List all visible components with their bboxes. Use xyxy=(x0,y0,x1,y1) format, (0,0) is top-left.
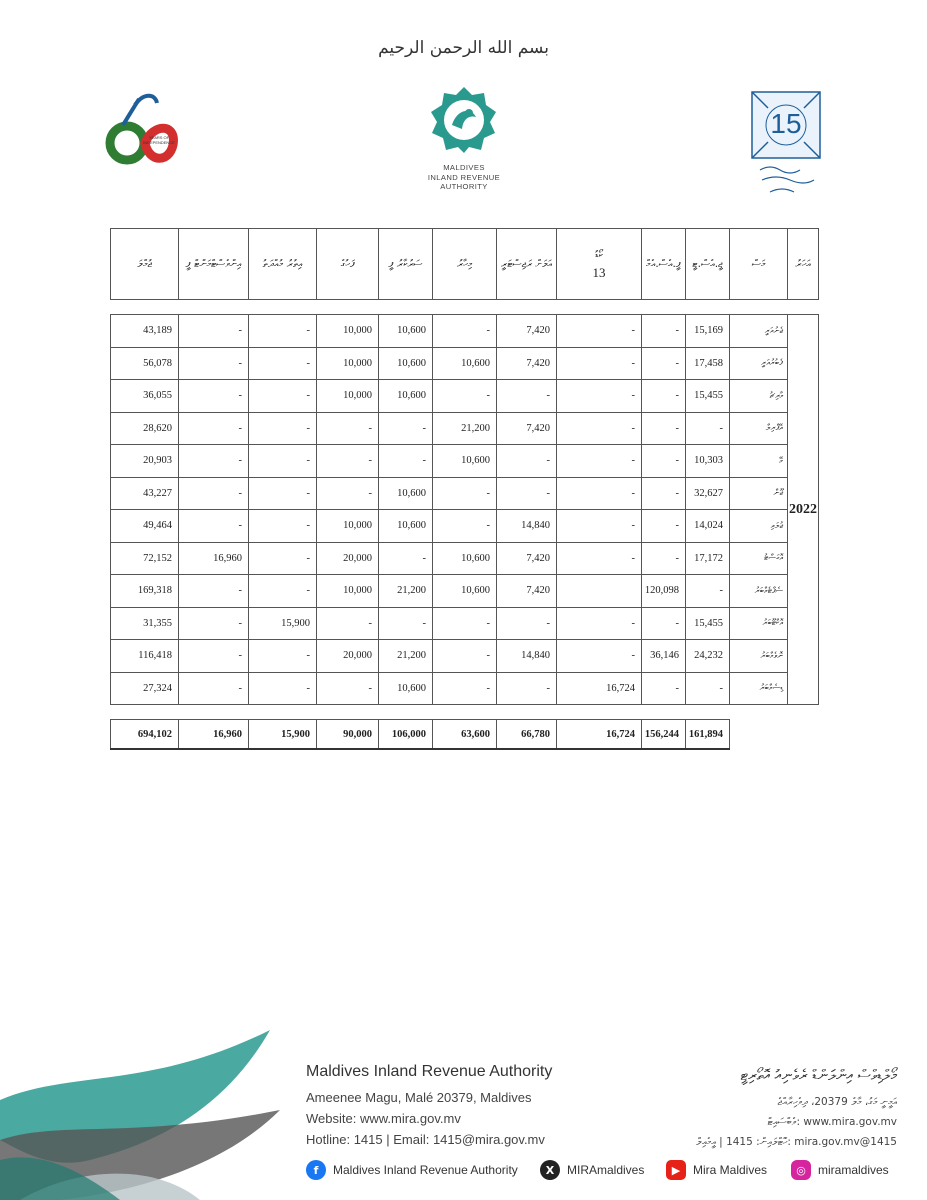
cell-c8: - xyxy=(249,542,317,575)
cell-c7: - xyxy=(317,477,379,510)
cell-c3: - xyxy=(557,380,642,413)
cell-c6: 21,200 xyxy=(379,640,433,673)
cell-month: ނޮވެމްބަރު xyxy=(730,640,788,673)
cell-c9: - xyxy=(179,607,249,640)
social-x-label: MIRAmaldives xyxy=(567,1163,645,1177)
total-c4: 66,780 xyxy=(497,720,557,750)
cell-c2: - xyxy=(642,315,686,348)
cell-c7: 10,000 xyxy=(317,315,379,348)
table-row xyxy=(111,510,819,543)
cell-c9: - xyxy=(179,640,249,673)
cell-c4: - xyxy=(497,445,557,478)
cell-c9: - xyxy=(179,380,249,413)
cell-c9: - xyxy=(179,477,249,510)
cell-c8: - xyxy=(249,640,317,673)
header-spacer-row xyxy=(111,300,819,315)
cell-c5: - xyxy=(433,672,497,705)
cell-c4: - xyxy=(497,477,557,510)
footer-org-name-dv: މޯލްޑިވްސް އިންލަންޑް ރެވެނިއު އޮތޯރިޓީ xyxy=(740,1066,897,1084)
footer-org-name-en: Maldives Inland Revenue Authority xyxy=(306,1063,553,1080)
cell-c2: - xyxy=(642,542,686,575)
total-c9: 16,960 xyxy=(179,720,249,750)
cell-c5: 21,200 xyxy=(433,412,497,445)
footer-hotline-dv[interactable]: 1415@mira.gov.mv :ހޮޓްލައިން: 1415 | އީމެއިލް xyxy=(695,1136,897,1148)
footer-address-dv: އަމީނީ މަގު، މާލެ 20379، ދިވެހިރާއްޖެ xyxy=(777,1096,897,1108)
cell-c3: - xyxy=(557,347,642,380)
cell-c3: - xyxy=(557,412,642,445)
header-c7: ފަހުގެ xyxy=(317,229,379,300)
youtube-icon: ▶ xyxy=(666,1160,686,1180)
cell-c8: - xyxy=(249,510,317,543)
table-row xyxy=(111,640,819,673)
cell-c1: 17,172 xyxy=(686,542,730,575)
cell-c2: 36,146 xyxy=(642,640,686,673)
table-row xyxy=(111,445,819,478)
cell-c5: - xyxy=(433,640,497,673)
cell-c10: 43,189 xyxy=(111,315,179,348)
table-row xyxy=(111,477,819,510)
cell-c2: - xyxy=(642,672,686,705)
revenue-table xyxy=(110,228,819,750)
cell-c3: - xyxy=(557,640,642,673)
total-c5: 63,600 xyxy=(433,720,497,750)
cell-c7: 10,000 xyxy=(317,347,379,380)
cell-c9: - xyxy=(179,347,249,380)
footer-wave-decoration xyxy=(0,1030,300,1200)
cell-c6: 10,600 xyxy=(379,315,433,348)
table-header-row xyxy=(111,229,819,300)
cell-c3: - xyxy=(557,510,642,543)
cell-c1: 15,169 xyxy=(686,315,730,348)
cell-c7: - xyxy=(317,672,379,705)
header-c6: ސަރުކާރު ފީ xyxy=(379,229,433,300)
logo-15-number: 15 xyxy=(770,108,802,139)
x-icon: X xyxy=(540,1160,560,1180)
cell-c8: - xyxy=(249,477,317,510)
cell-c1: 14,024 xyxy=(686,510,730,543)
cell-c10: 43,227 xyxy=(111,477,179,510)
cell-c10: 20,903 xyxy=(111,445,179,478)
cell-c2: - xyxy=(642,347,686,380)
cell-c4: 7,420 xyxy=(497,347,557,380)
cell-c2: - xyxy=(642,607,686,640)
cell-c5: 10,600 xyxy=(433,347,497,380)
cell-c4: 7,420 xyxy=(497,542,557,575)
cell-c2: - xyxy=(642,477,686,510)
cell-c3: - xyxy=(557,477,642,510)
cell-month: ޖެނުއަރީ xyxy=(730,315,788,348)
header-c3 xyxy=(557,229,642,300)
footer-website-en[interactable]: Website: www.mira.gov.mv xyxy=(306,1111,461,1126)
cell-c1: 10,303 xyxy=(686,445,730,478)
cell-c1: - xyxy=(686,575,730,608)
cell-c9: - xyxy=(179,445,249,478)
cell-month: ސެޕްޓެމްބަރު xyxy=(730,575,788,608)
cell-c8: 15,900 xyxy=(249,607,317,640)
cell-c4: - xyxy=(497,672,557,705)
cell-c4: 14,840 xyxy=(497,510,557,543)
cell-c3: 16,724 xyxy=(557,672,642,705)
cell-c9: 16,960 xyxy=(179,542,249,575)
total-c6: 106,000 xyxy=(379,720,433,750)
cell-c5: - xyxy=(433,510,497,543)
footer-hotline-en[interactable]: Hotline: 1415 | Email: 1415@mira.gov.mv xyxy=(306,1132,545,1147)
cell-c10: 116,418 xyxy=(111,640,179,673)
cell-c4: 7,420 xyxy=(497,315,557,348)
cell-c1: 17,458 xyxy=(686,347,730,380)
cell-c3: - xyxy=(557,315,642,348)
mira-15-years-logo xyxy=(750,90,822,202)
cell-c5: 10,600 xyxy=(433,575,497,608)
cell-c2: 120,098 xyxy=(642,575,686,608)
mira-emblem-icon xyxy=(429,85,499,155)
cell-c10: 56,078 xyxy=(111,347,179,380)
cell-c8: - xyxy=(249,575,317,608)
cell-c10: 169,318 xyxy=(111,575,179,608)
header-c8: އިތުރު މުއްދަތު xyxy=(249,229,317,300)
cell-month: ޑިސެމްބަރު xyxy=(730,672,788,705)
cell-c1: - xyxy=(686,672,730,705)
cell-c1: - xyxy=(686,412,730,445)
cell-c6: 10,600 xyxy=(379,380,433,413)
cell-c6: - xyxy=(379,412,433,445)
cell-c5: 10,600 xyxy=(433,542,497,575)
cell-c10: 31,355 xyxy=(111,607,179,640)
cell-c6: 10,600 xyxy=(379,672,433,705)
cell-month: ފެބުރުއަރީ xyxy=(730,347,788,380)
total-row xyxy=(111,720,819,750)
cell-c3 xyxy=(557,575,642,608)
cell-c1: 15,455 xyxy=(686,607,730,640)
cell-c5: 10,600 xyxy=(433,445,497,478)
cell-c6: - xyxy=(379,445,433,478)
header-c5: މިހާރު xyxy=(433,229,497,300)
cell-c5: - xyxy=(433,607,497,640)
cell-c1: 15,455 xyxy=(686,380,730,413)
footer-socials xyxy=(306,1158,906,1184)
cell-c9: - xyxy=(179,672,249,705)
total-c1: 161,894 xyxy=(686,720,730,750)
cell-c10: 49,464 xyxy=(111,510,179,543)
cell-c10: 28,620 xyxy=(111,412,179,445)
footer-address-en: Ameenee Magu, Malé 20379, Maldives xyxy=(306,1090,532,1105)
cell-c7: 10,000 xyxy=(317,380,379,413)
cell-c10: 72,152 xyxy=(111,542,179,575)
total-c7: 90,000 xyxy=(317,720,379,750)
cell-month: ޖޫން xyxy=(730,477,788,510)
mira-logo-line3: AUTHORITY xyxy=(440,182,488,191)
cell-month: އޮކްޓޫބަރު xyxy=(730,607,788,640)
cell-c6: - xyxy=(379,607,433,640)
cell-month: އޭޕްރިލް xyxy=(730,412,788,445)
cell-c1: 32,627 xyxy=(686,477,730,510)
cell-c1: 24,232 xyxy=(686,640,730,673)
mira-logo xyxy=(418,85,510,190)
table-row xyxy=(111,315,819,348)
cell-month: ޖުލައި xyxy=(730,510,788,543)
cell-c9: - xyxy=(179,510,249,543)
cell-c4: - xyxy=(497,607,557,640)
cell-c9: - xyxy=(179,315,249,348)
header-c9: އިންވެސްޓްމަންޓް ފީ xyxy=(179,229,249,300)
cell-c4: 7,420 xyxy=(497,412,557,445)
social-facebook-label: Maldives Inland Revenue Authority xyxy=(333,1163,518,1177)
independence-60-logo xyxy=(105,85,185,190)
cell-c10: 27,324 xyxy=(111,672,179,705)
cell-c8: - xyxy=(249,445,317,478)
cell-c7: - xyxy=(317,445,379,478)
cell-c3: - xyxy=(557,542,642,575)
table-row xyxy=(111,347,819,380)
cell-c9: - xyxy=(179,575,249,608)
cell-c4: 14,840 xyxy=(497,640,557,673)
cell-c10: 36,055 xyxy=(111,380,179,413)
social-youtube[interactable] xyxy=(666,1158,767,1182)
cell-c7: 20,000 xyxy=(317,542,379,575)
total-c8: 15,900 xyxy=(249,720,317,750)
cell-c7: - xyxy=(317,412,379,445)
cell-c2: - xyxy=(642,380,686,413)
header-c1: ޖީ.އެސް.ޓީ xyxy=(686,229,730,300)
cell-c9: - xyxy=(179,412,249,445)
cell-c7: 20,000 xyxy=(317,640,379,673)
header-c3-sub: 13 xyxy=(592,265,606,280)
total-spacer-row xyxy=(111,705,819,720)
table-row xyxy=(111,575,819,608)
cell-c8: - xyxy=(249,412,317,445)
cell-c8: - xyxy=(249,672,317,705)
header-c4: އަލަށް ރަޖިސްޓަރީ xyxy=(497,229,557,300)
cell-c5: - xyxy=(433,315,497,348)
cell-c6: 10,600 xyxy=(379,510,433,543)
footer-contact-dv xyxy=(696,1066,897,1152)
cell-c8: - xyxy=(249,315,317,348)
header-c3-label: ކޯޑު xyxy=(595,249,603,261)
cell-c7: - xyxy=(317,607,379,640)
cell-c8: - xyxy=(249,347,317,380)
header-year: އަހަރު xyxy=(788,229,819,300)
cell-c7: 10,000 xyxy=(317,510,379,543)
cell-c5: - xyxy=(433,380,497,413)
logo-60-text: YEARS OF INDEPENDENCE xyxy=(143,135,175,145)
table-row xyxy=(111,672,819,705)
header-month: މަސް xyxy=(730,229,788,300)
cell-c6: - xyxy=(379,542,433,575)
cell-c8: - xyxy=(249,380,317,413)
social-facebook[interactable] xyxy=(306,1158,518,1182)
header-c2: ޕީ.އެސް.އެމް xyxy=(642,229,686,300)
cell-c5: - xyxy=(433,477,497,510)
cell-c2: - xyxy=(642,445,686,478)
cell-c6: 10,600 xyxy=(379,477,433,510)
cell-c6: 21,200 xyxy=(379,575,433,608)
cell-c4: - xyxy=(497,380,557,413)
header-c10: ޖުމްލަ xyxy=(111,229,179,300)
social-x[interactable] xyxy=(540,1158,644,1182)
table-row xyxy=(111,542,819,575)
social-instagram-label: miramaldives xyxy=(818,1163,889,1177)
footer-contact-en xyxy=(306,1063,552,1150)
cell-c3: - xyxy=(557,445,642,478)
cell-c7: 10,000 xyxy=(317,575,379,608)
footer-website-dv[interactable]: www.mira.gov.mv :ވެބްސައިޓް xyxy=(767,1116,897,1128)
total-c2: 156,244 xyxy=(642,720,686,750)
total-c10: 694,102 xyxy=(111,720,179,750)
cell-c2: - xyxy=(642,412,686,445)
instagram-icon: ◎ xyxy=(791,1160,811,1180)
cell-month: އޮގަސްޓު xyxy=(730,542,788,575)
cell-c6: 10,600 xyxy=(379,347,433,380)
cell-month: މޭ xyxy=(730,445,788,478)
table-row xyxy=(111,380,819,413)
mira-logo-line1: MALDIVES xyxy=(443,163,485,172)
social-youtube-label: Mira Maldives xyxy=(693,1163,768,1177)
cell-year: 2022 xyxy=(788,315,819,705)
cell-c3: - xyxy=(557,607,642,640)
table-row xyxy=(111,412,819,445)
cell-month: މާރިޗު xyxy=(730,380,788,413)
bismillah-calligraphy: بسم الله الرحمن الرحيم xyxy=(378,38,549,58)
facebook-icon: f xyxy=(306,1160,326,1180)
social-instagram[interactable] xyxy=(791,1158,889,1182)
cell-c2: - xyxy=(642,510,686,543)
table-row xyxy=(111,607,819,640)
total-c3: 16,724 xyxy=(557,720,642,750)
cell-c4: 7,420 xyxy=(497,575,557,608)
mira-logo-line2: INLAND REVENUE xyxy=(427,172,501,182)
